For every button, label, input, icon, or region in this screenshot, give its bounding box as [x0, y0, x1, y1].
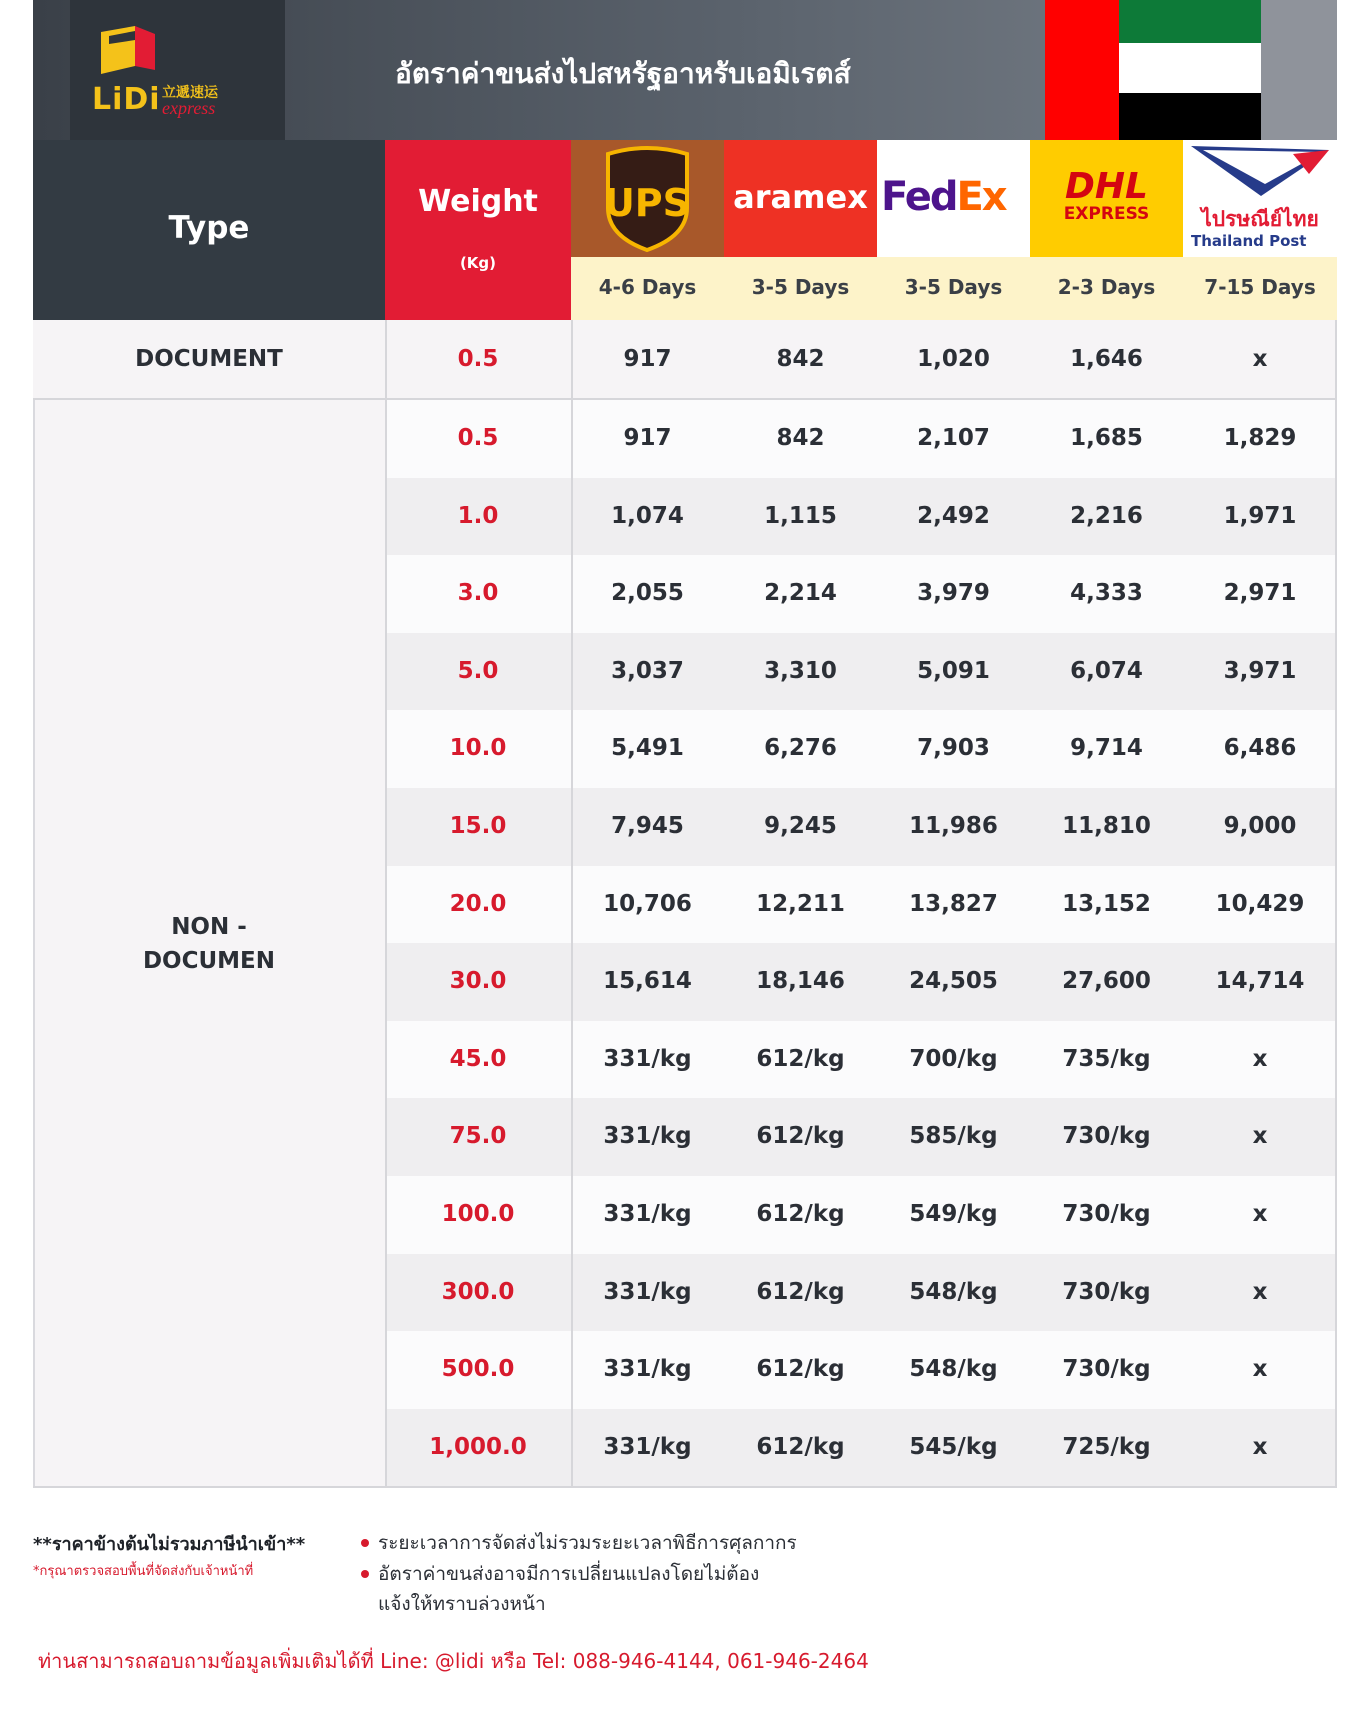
document-price-ups: 917: [623, 346, 672, 372]
price-cell-thailand-post: 2,971: [1223, 580, 1297, 606]
price-cell-dhl: 730/kg: [1062, 1123, 1151, 1149]
logo-chinese-text: 立遞速运: [162, 85, 218, 101]
price-cell-ups: 2,055: [611, 580, 684, 606]
aramex-logo-text: aramex: [733, 178, 868, 216]
price-cell-thailand-post: x: [1252, 1356, 1268, 1382]
document-weight: 0.5: [457, 346, 499, 372]
price-cell-fedex: 7,903: [917, 735, 990, 761]
price-cell-aramex: 612/kg: [756, 1201, 845, 1227]
ups-logo: [571, 140, 724, 257]
price-cell-dhl: 6,074: [1070, 658, 1143, 684]
price-cell-aramex: 9,245: [764, 813, 837, 839]
weight-column-header: [385, 140, 571, 320]
table-right-border: [1335, 320, 1337, 1486]
ups-days: 4-6 Days: [598, 275, 697, 299]
aramex-logo: [724, 140, 877, 257]
logo-wordmark: LiDi: [92, 82, 161, 117]
price-cell-thailand-post: 1,971: [1223, 503, 1297, 529]
price-cell-aramex: 1,115: [764, 503, 837, 529]
uae-flag-green-band: [1119, 0, 1261, 43]
price-cell-dhl: 11,810: [1062, 813, 1151, 839]
dhl-logo: [1030, 140, 1183, 257]
dhl-express-text: EXPRESS: [1063, 204, 1150, 224]
price-cell-aramex: 3,310: [764, 658, 837, 684]
thailand-post-thai-text: ไปรษณีย์ไทย: [1201, 207, 1319, 231]
price-cell-fedex: 548/kg: [909, 1356, 998, 1382]
price-cell-fedex: 549/kg: [909, 1201, 998, 1227]
ups-shield-icon: [571, 140, 724, 257]
header-right-panel: [1261, 0, 1337, 140]
type-header-label: Type: [168, 210, 250, 246]
tax-note: **ราคาข้างต้นไม่รวมภาษีนำเข้า**: [33, 1534, 306, 1555]
price-cell-fedex: 700/kg: [909, 1046, 998, 1072]
price-cell-thailand-post: x: [1252, 1123, 1268, 1149]
price-cell-fedex: 13,827: [909, 891, 998, 917]
weight-cell: 20.0: [449, 891, 507, 917]
weight-cell: 45.0: [449, 1046, 507, 1072]
customs-note: ระยะเวลาการจัดส่งไม่รวมระยะเวลาพิธีการศุลกากร: [378, 1532, 797, 1554]
price-cell-thailand-post: 1,829: [1223, 425, 1297, 451]
price-cell-dhl: 735/kg: [1062, 1046, 1151, 1072]
weight-cell: 5.0: [457, 658, 499, 684]
fedex-logo: [877, 140, 1030, 257]
document-price-fedex: 1,020: [917, 346, 990, 372]
price-cell-ups: 331/kg: [603, 1356, 692, 1382]
rate-change-note-line1: อัตราค่าขนส่งอาจมีการเปลี่ยนแปลงโดยไม่ต้อง: [378, 1563, 760, 1585]
price-cell-dhl: 9,714: [1070, 735, 1143, 761]
price-cell-aramex: 612/kg: [756, 1356, 845, 1382]
weight-cell: 3.0: [457, 580, 499, 606]
thailand-post-days: 7-15 Days: [1204, 275, 1316, 299]
dhl-logo-text: DHL: [1065, 166, 1148, 207]
logo-express-text: express: [162, 98, 216, 118]
price-cell-dhl: 730/kg: [1062, 1279, 1151, 1305]
price-cell-aramex: 612/kg: [756, 1434, 845, 1460]
weight-cell: 100.0: [441, 1201, 515, 1227]
price-cell-dhl: 730/kg: [1062, 1356, 1151, 1382]
uae-flag-black-band: [1119, 93, 1261, 140]
weight-cell: 10.0: [449, 735, 507, 761]
weight-cell: 0.5: [457, 425, 499, 451]
price-cell-ups: 331/kg: [603, 1201, 692, 1227]
price-cell-aramex: 12,211: [756, 891, 845, 917]
price-cell-fedex: 5,091: [917, 658, 990, 684]
logo-cube-icon: [95, 22, 161, 88]
price-cell-thailand-post: 6,486: [1223, 735, 1297, 761]
price-cell-dhl: 27,600: [1062, 968, 1151, 994]
price-cell-fedex: 24,505: [909, 968, 998, 994]
price-cell-fedex: 2,492: [917, 503, 990, 529]
non-document-type-label: [33, 910, 385, 978]
price-cell-ups: 15,614: [603, 968, 692, 994]
price-cell-dhl: 13,152: [1062, 891, 1151, 917]
price-cell-ups: 331/kg: [603, 1046, 692, 1072]
price-cell-aramex: 612/kg: [756, 1279, 845, 1305]
price-cell-fedex: 585/kg: [909, 1123, 998, 1149]
price-cell-aramex: 612/kg: [756, 1046, 845, 1072]
bullet-dot: [361, 1570, 369, 1578]
price-cell-thailand-post: 14,714: [1215, 968, 1305, 994]
document-price-aramex: 842: [776, 346, 825, 372]
document-price-dhl: 1,646: [1070, 346, 1143, 372]
price-cell-ups: 917: [623, 425, 672, 451]
price-cell-ups: 331/kg: [603, 1123, 692, 1149]
weight-cell: 1,000.0: [429, 1434, 527, 1460]
price-cell-dhl: 730/kg: [1062, 1201, 1151, 1227]
weight-cell: 15.0: [449, 813, 507, 839]
column-divider: [385, 320, 387, 1486]
price-cell-dhl: 2,216: [1070, 503, 1143, 529]
type-column: [33, 320, 387, 1486]
aramex-days: 3-5 Days: [751, 275, 850, 299]
price-cell-thailand-post: 3,971: [1223, 658, 1297, 684]
weight-cell: 1.0: [457, 503, 499, 529]
price-cell-ups: 7,945: [611, 813, 684, 839]
price-cell-thailand-post: 10,429: [1215, 891, 1305, 917]
weight-header-label: Weight: [418, 184, 538, 219]
area-check-note: *กรุณาตรวจสอบพื้นที่จัดส่งกับเจ้าหน้าที่: [33, 1564, 254, 1579]
contact-info: ท่านสามารถสอบถามข้อมูลเพิ่มเติมได้ที่ Line: @lidi หรือ Tel: 088-946-4144, 061-946-2464: [38, 1649, 869, 1673]
price-cell-fedex: 11,986: [909, 813, 998, 839]
price-cell-aramex: 612/kg: [756, 1123, 845, 1149]
price-cell-dhl: 1,685: [1070, 425, 1143, 451]
fedex-days: 3-5 Days: [904, 275, 1003, 299]
price-cell-aramex: 18,146: [756, 968, 845, 994]
column-divider: [571, 320, 573, 1486]
thailand-post-english-text: Thailand Post: [1191, 232, 1307, 250]
price-cell-thailand-post: x: [1252, 1046, 1268, 1072]
price-cell-ups: 331/kg: [603, 1434, 692, 1460]
price-cell-ups: 3,037: [611, 658, 684, 684]
price-cell-fedex: 3,979: [917, 580, 990, 606]
rate-change-note-line2: แจ้งให้ทราบล่วงหน้า: [378, 1593, 546, 1615]
price-cell-aramex: 2,214: [764, 580, 837, 606]
price-cell-ups: 10,706: [603, 891, 692, 917]
bullet-dot: [361, 1539, 369, 1547]
weight-unit-label: (Kg): [459, 254, 497, 272]
dhl-days: 2-3 Days: [1057, 275, 1156, 299]
price-cell-fedex: 545/kg: [909, 1434, 998, 1460]
thailand-post-logo: [1183, 140, 1337, 257]
uae-flag-white-band: [1119, 43, 1261, 93]
price-cell-ups: 331/kg: [603, 1279, 692, 1305]
document-price-thailand-post: x: [1252, 346, 1268, 372]
price-cell-dhl: 4,333: [1070, 580, 1143, 606]
price-cell-fedex: 548/kg: [909, 1279, 998, 1305]
price-cell-ups: 1,074: [611, 503, 684, 529]
document-type-label: DOCUMENT: [135, 346, 283, 372]
price-cell-thailand-post: 9,000: [1223, 813, 1297, 839]
non-document-label-line2: DOCUMEN: [142, 948, 276, 974]
price-cell-thailand-post: x: [1252, 1434, 1268, 1460]
weight-cell: 300.0: [441, 1279, 515, 1305]
type-column-header: [33, 140, 385, 320]
price-cell-ups: 5,491: [611, 735, 684, 761]
table-bottom-border: [33, 1486, 1337, 1488]
price-cell-aramex: 6,276: [764, 735, 837, 761]
uae-flag-red-band: [1045, 0, 1119, 140]
price-cell-dhl: 725/kg: [1062, 1434, 1151, 1460]
fedex-logo-fed: Fed: [881, 174, 957, 220]
fedex-logo-ex: Ex: [956, 174, 1006, 220]
weight-cell: 75.0: [449, 1123, 507, 1149]
non-document-label-line1: NON -: [171, 914, 247, 940]
page-title: อัตราค่าขนส่งไปสหรัฐอาหรับเอมิเรตส์: [395, 57, 851, 90]
weight-cell: 30.0: [449, 968, 507, 994]
price-cell-aramex: 842: [776, 425, 825, 451]
price-cell-fedex: 2,107: [917, 425, 990, 451]
ups-logo-text: UPS: [603, 181, 691, 225]
price-cell-thailand-post: x: [1252, 1279, 1268, 1305]
weight-cell: 500.0: [441, 1356, 515, 1382]
price-cell-thailand-post: x: [1252, 1201, 1268, 1227]
